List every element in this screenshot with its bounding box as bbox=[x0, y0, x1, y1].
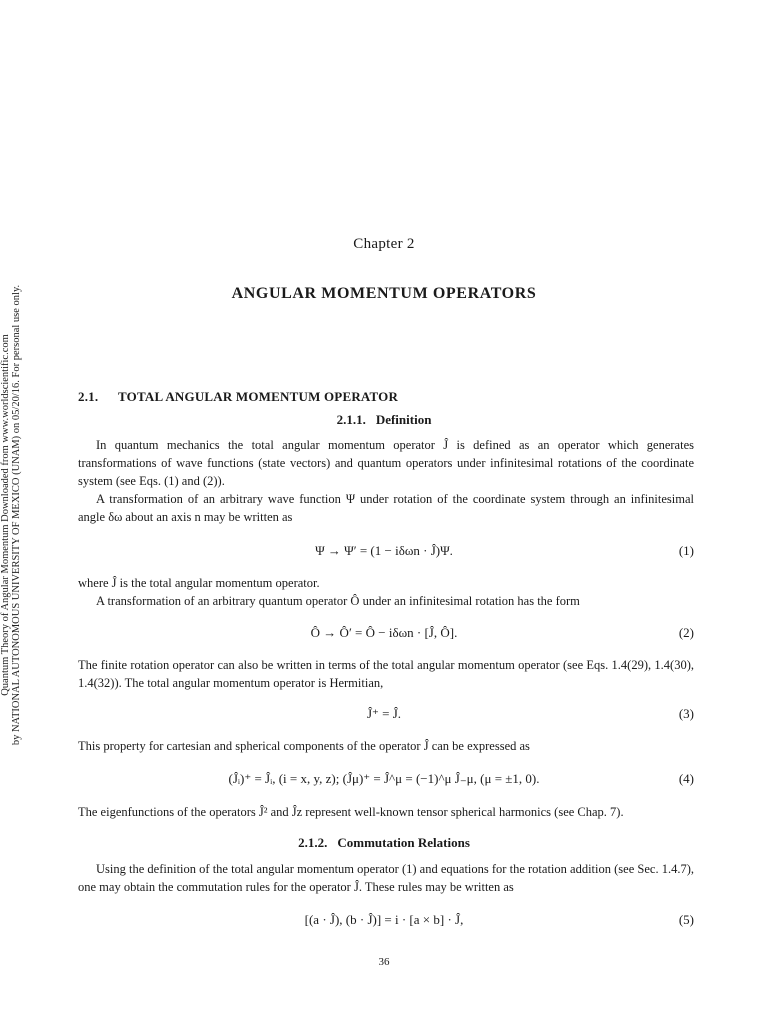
subsection-heading-commutation bbox=[0, 835, 768, 851]
subsection-heading-definition bbox=[0, 412, 768, 428]
equation-number: (2) bbox=[678, 625, 694, 640]
section-number: 2.1. bbox=[78, 389, 99, 404]
equation-number: (1) bbox=[678, 543, 694, 558]
paragraph-finite-rotation: The finite rotation operator can also be written in terms of the total angular momentum operator (see Eqs. 1.4(29), 1.4(30), 1.4(32)). The total angular momentum operator is Hermitian, bbox=[78, 658, 694, 690]
paragraph-definition: In quantum mechanics the total angular momentum operator Ĵ is defined as an operator which generates transformations of wave functions (state vectors) and quantum operators under infinitesimal rotations of the coordinate system (see Eqs. (1) and (2)). bbox=[78, 438, 694, 488]
margin-note-line-1: Quantum Theory of Angular Momentum Downloaded from www.worldscientific.com bbox=[0, 334, 11, 696]
equation-number: (5) bbox=[678, 912, 694, 927]
paragraph-commutation: Using the definition of the total angular momentum operator (1) and equations for the rotation addition (see Sec. 1.4.7), one may obtain the commutation rules for the operator Ĵ. These rules may be written as bbox=[78, 862, 694, 894]
equation-body: [(a · Ĵ), (b · Ĵ)] = i · [a × b] · Ĵ, bbox=[304, 912, 464, 927]
equation-body: (Ĵᵢ)⁺ = Ĵᵢ, (i = x, y, z); (Ĵμ)⁺ = Ĵ^μ = (−1)^μ Ĵ₋μ, (μ = ±1, 0). bbox=[228, 771, 540, 786]
paragraph-wave-function: A transformation of an arbitrary wave function Ψ under rotation of the coordinate system through an infinitesimal angle δω about an axis n may be written as bbox=[78, 492, 694, 524]
subsection-number: 2.1.1. bbox=[336, 412, 366, 427]
chapter-label: Chapter 2 bbox=[353, 236, 415, 252]
chapter-title: ANGULAR MOMENTUM OPERATORS bbox=[231, 285, 537, 302]
margin-note-line-2: by NATIONAL AUTONOMOUS UNIVERSITY OF MEXICO (UNAM) on 05/20/16. For personal use only. bbox=[11, 284, 22, 746]
paragraph-where: where Ĵ is the total angular momentum operator. bbox=[78, 576, 320, 590]
equation-body: Ĵ⁺ = Ĵ. bbox=[366, 706, 402, 721]
paragraph-eigenfunctions: The eigenfunctions of the operators Ĵ² and Ĵz represent well-known tensor spherical harmonics (see Chap. 7). bbox=[78, 805, 624, 819]
section-heading bbox=[78, 389, 398, 405]
page-number: 36 bbox=[378, 956, 390, 968]
paragraph-operator-transformation: A transformation of an arbitrary quantum operator Ô under an infinitesimal rotation has the form bbox=[96, 594, 580, 608]
subsection-number: 2.1.2. bbox=[298, 835, 328, 850]
equation-number: (4) bbox=[678, 771, 694, 786]
section-title: TOTAL ANGULAR MOMENTUM OPERATOR bbox=[118, 389, 399, 404]
equation-number: (3) bbox=[678, 706, 694, 721]
paragraph-property: This property for cartesian and spherical components of the operator Ĵ can be expressed as bbox=[78, 739, 530, 753]
subsection-title: Definition bbox=[375, 412, 432, 427]
subsection-title: Commutation Relations bbox=[337, 835, 470, 850]
equation-body: Ψ → Ψ′ = (1 − iδωn · Ĵ)Ψ. bbox=[315, 543, 453, 558]
equation-body: Ô → Ô′ = Ô − iδωn · [Ĵ, Ô]. bbox=[310, 625, 458, 640]
